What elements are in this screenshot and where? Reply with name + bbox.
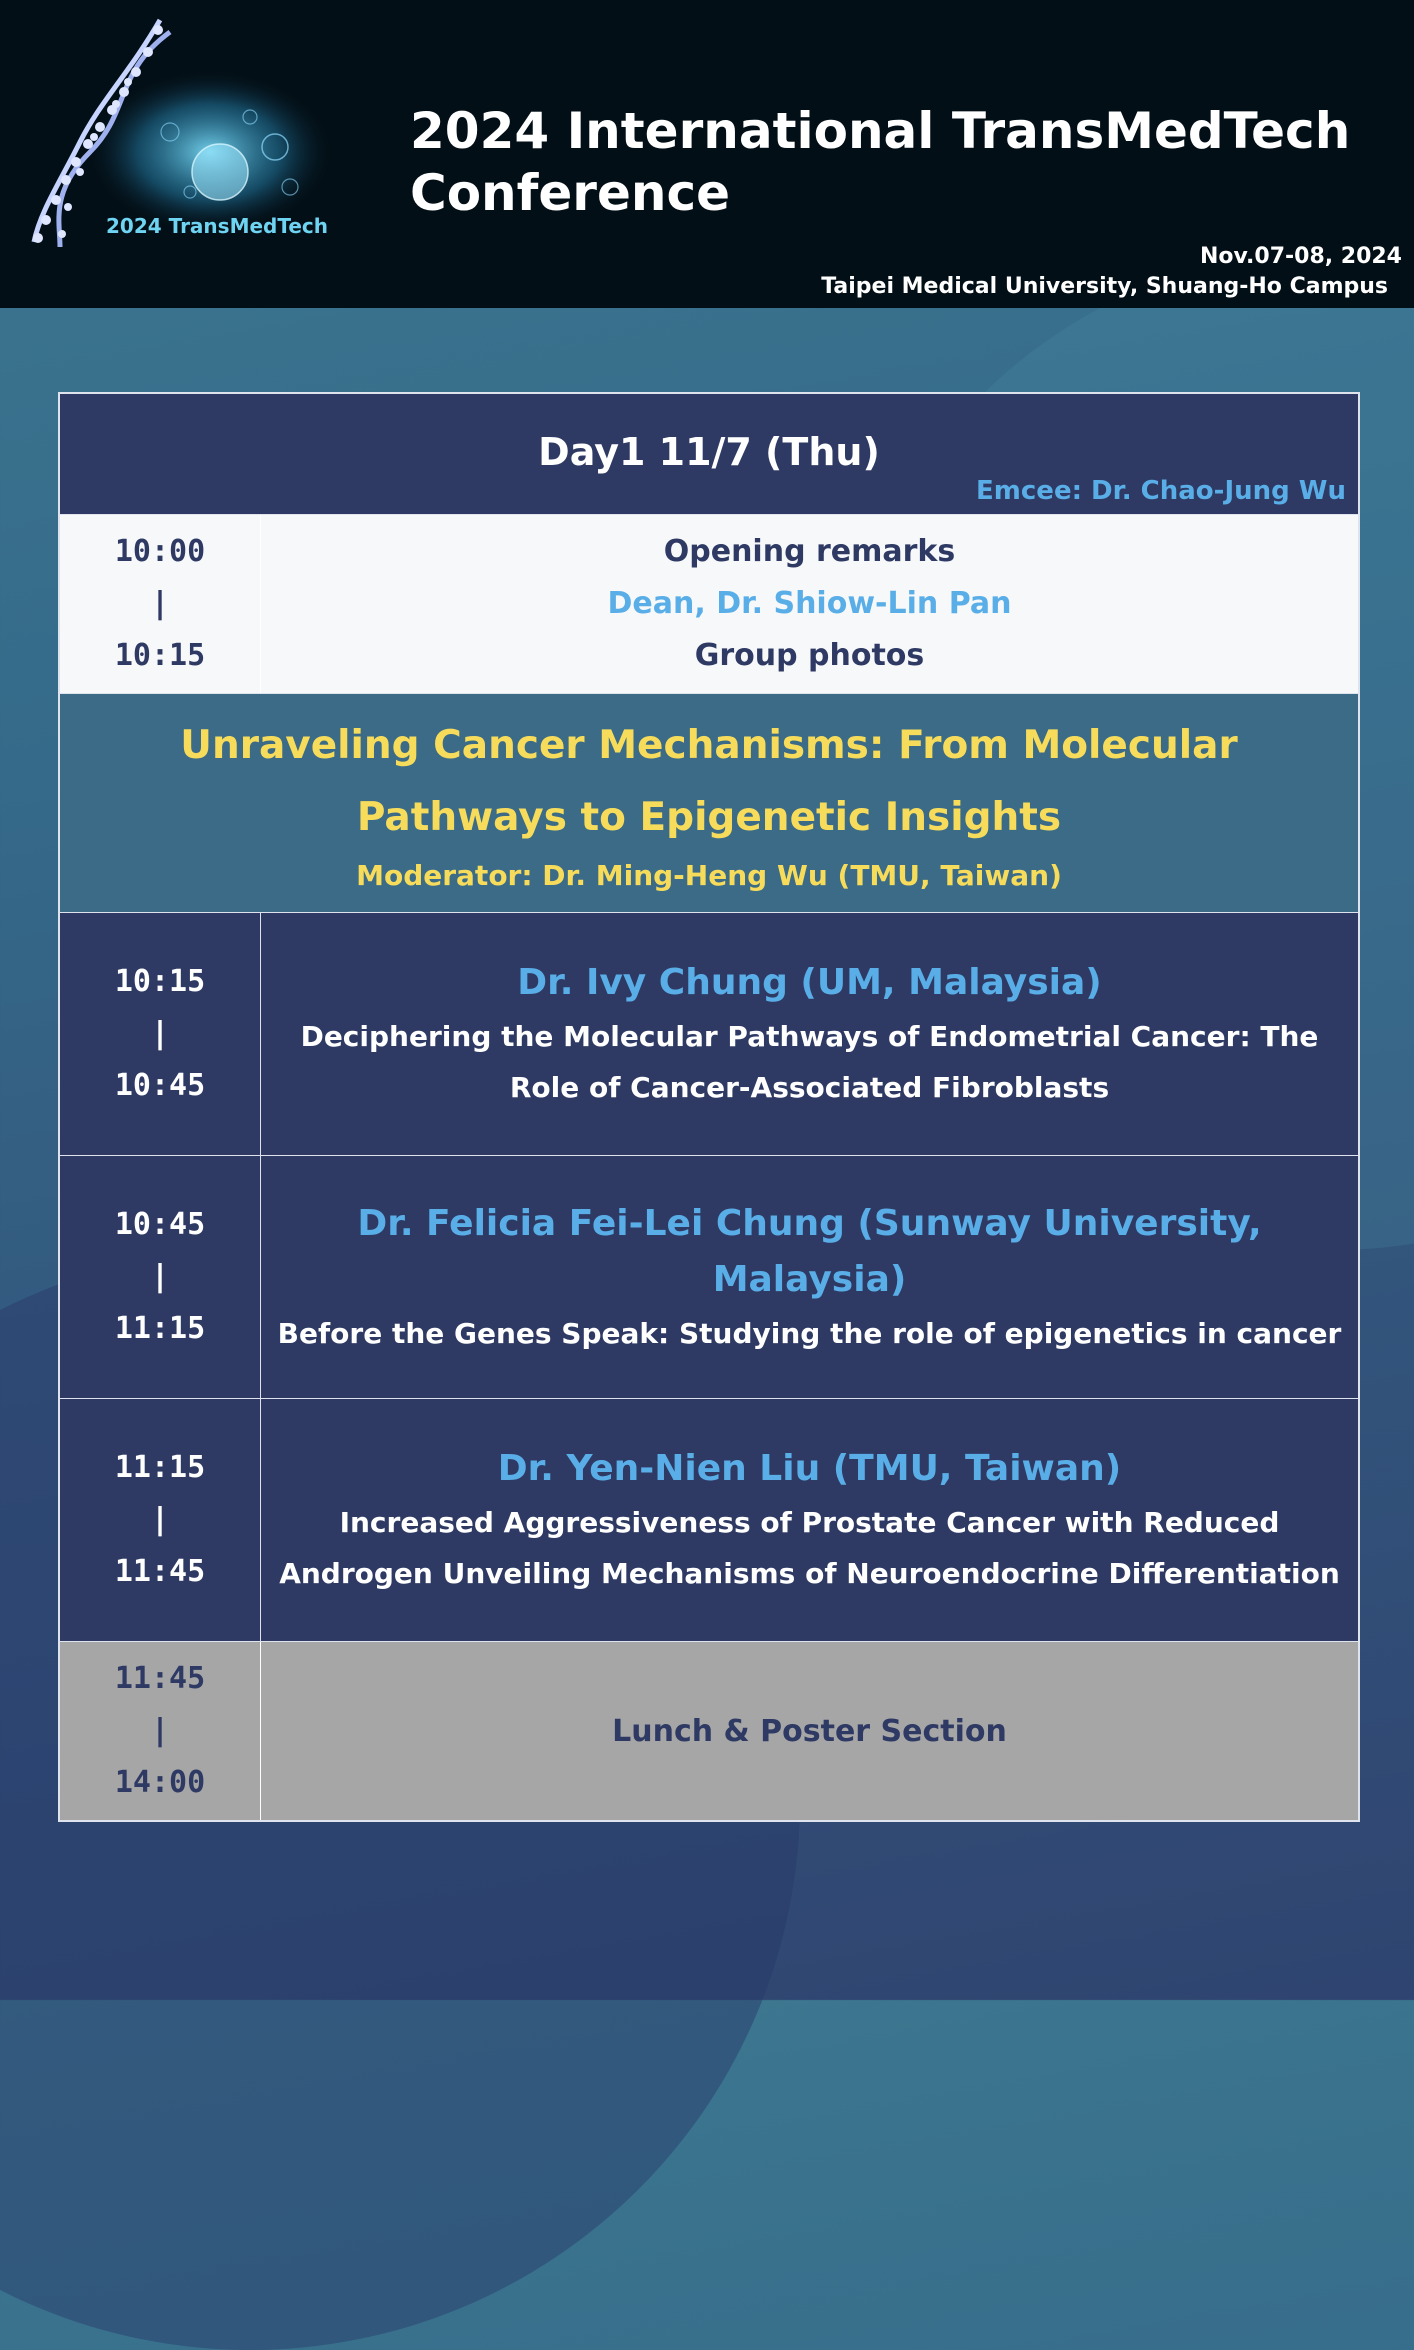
time-separator: | <box>150 1502 170 1537</box>
day-header <box>60 394 1358 515</box>
speaker-name: Dr. Ivy Chung (UM, Malaysia) <box>517 962 1102 1003</box>
time-start: 11:45 <box>114 1661 206 1696</box>
session-moderator: Moderator: Dr. Ming-Heng Wu (TMU, Taiwan) <box>356 859 1062 892</box>
speaker-name: Dr. Felicia Fei-Lei Chung (Sunway University, Malaysia) <box>357 1202 1262 1300</box>
talk-title: Before the Genes Speak: Studying the role of epigenetics in cancer <box>277 1316 1342 1350</box>
content-cell <box>261 1399 1358 1641</box>
schedule-row-talk <box>60 1156 1358 1399</box>
schedule-row-talk <box>60 1399 1358 1642</box>
conference-title <box>410 100 1350 224</box>
time-separator: | <box>150 1259 170 1294</box>
time-cell <box>60 1399 261 1641</box>
conference-title-line1: 2024 International TransMedTech <box>410 102 1351 160</box>
time-separator: | <box>150 586 170 621</box>
speaker-name: Dr. Yen-Nien Liu (TMU, Taiwan) <box>497 1448 1122 1489</box>
time-start: 11:15 <box>114 1450 206 1485</box>
content-cell <box>261 1642 1358 1820</box>
day-title: Day1 11/7 (Thu) <box>538 430 880 474</box>
talk-title: Deciphering the Molecular Pathways of Endometrial Cancer: The Role of Cancer-Associated Fibroblasts <box>300 1020 1319 1104</box>
emcee-label: Emcee: Dr. Chao-Jung Wu <box>976 476 1346 506</box>
schedule-row-lunch <box>60 1642 1358 1820</box>
time-cell <box>60 1642 261 1820</box>
time-separator: | <box>150 1713 170 1748</box>
schedule-table <box>58 392 1360 1822</box>
content-cell <box>261 1156 1358 1398</box>
schedule-row-opening <box>60 515 1358 694</box>
time-separator: | <box>150 1016 170 1051</box>
time-end: 11:45 <box>114 1554 206 1589</box>
talk-title: Increased Aggressiveness of Prostate Cancer with Reduced Androgen Unveiling Mechanisms of Neuroendocrine Differentiation <box>279 1506 1340 1590</box>
session-banner <box>60 694 1358 913</box>
schedule-row-talk <box>60 913 1358 1156</box>
time-end: 14:00 <box>114 1765 206 1800</box>
opening-speaker: Dean, Dr. Shiow-Lin Pan <box>607 586 1012 621</box>
conference-venue: Taipei Medical University, Shuang-Ho Campus <box>821 274 1388 299</box>
opening-note: Group photos <box>694 638 925 673</box>
time-end: 11:15 <box>114 1311 206 1346</box>
time-end: 10:45 <box>114 1068 206 1103</box>
time-cell <box>60 913 261 1155</box>
time-start: 10:45 <box>114 1207 206 1242</box>
time-end: 10:15 <box>114 638 206 673</box>
time-start: 10:00 <box>114 534 206 569</box>
conference-title-line2: Conference <box>410 164 731 222</box>
lunch-label: Lunch & Poster Section <box>612 1713 1007 1749</box>
time-start: 10:15 <box>114 964 206 999</box>
time-cell <box>60 515 261 693</box>
conference-header <box>0 0 1414 308</box>
logo-text: 2024 TransMedTech <box>106 214 329 238</box>
session-title: Unraveling Cancer Mechanisms: From Molecular Pathways to Epigenetic Insights <box>180 723 1238 840</box>
conference-date: Nov.07-08, 2024 <box>1199 244 1402 269</box>
content-cell <box>261 913 1358 1155</box>
opening-title: Opening remarks <box>663 534 956 569</box>
time-cell <box>60 1156 261 1398</box>
content-cell <box>261 515 1358 693</box>
